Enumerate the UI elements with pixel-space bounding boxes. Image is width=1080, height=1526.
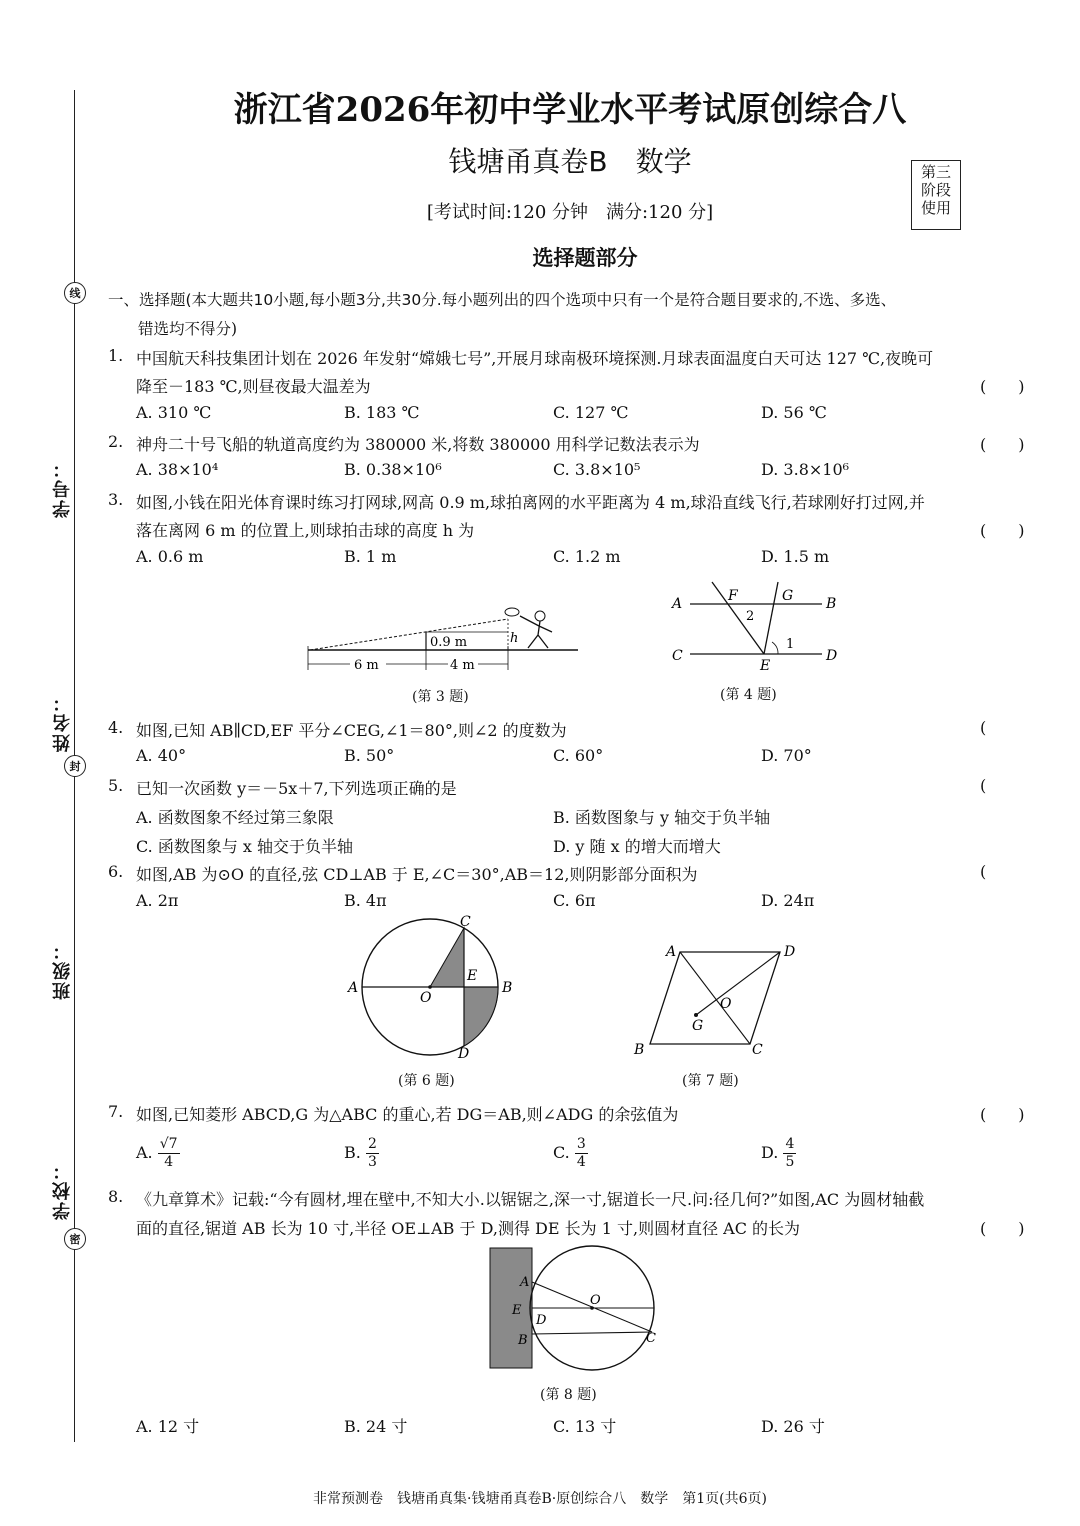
q8-option-a: A. 12 寸 [136,1417,200,1436]
q8-option-b: B. 24 寸 [344,1417,408,1436]
fig3-h-label: h [510,631,519,646]
q6-option-b: B. 4π [344,891,387,910]
q4-option-b: B. 50° [344,746,395,765]
q3-option-c: C. 1.2 m [553,547,621,566]
q6-option-c: C. 6π [553,891,596,910]
q8-option-d: D. 26 寸 [761,1417,825,1436]
q3-option-b: B. 1 m [344,547,397,566]
q2-option-b: B. 0.38×10⁶ [344,460,442,479]
q1-option-a: A. 310 ℃ [136,403,212,422]
instructions-line-2: 错选均不得分) [138,320,238,338]
q1-answer-bracket: ( ) [980,377,1025,396]
seal-secret: 密 [64,1228,86,1250]
fig7-D: D [784,944,796,960]
fig7-O: O [720,996,732,1012]
figure-7-caption: (第 7 题) [682,1073,739,1089]
q4-option-d: D. 70° [761,746,812,765]
q3-option-d: D. 1.5 m [761,547,830,566]
fig6-O: O [420,990,432,1006]
fig8-O: O [590,1293,601,1308]
figure-3-caption: (第 3 题) [412,689,469,705]
q7-option-a: A. $\frac{√7}{4}$ [136,1136,178,1170]
q5-option-c: C. 函数图象与 x 轴交于负半轴 [136,837,354,856]
exam-meta: [考试时间:120 分钟 满分:120 分] [426,202,714,223]
q3-answer-bracket: ( ) [980,521,1025,540]
class-label: 班级： [52,940,73,1000]
q6-answer-bracket: ( [980,862,987,881]
fig4-F: F [728,588,738,604]
q7-answer-bracket: ( ) [980,1105,1025,1124]
q2-option-a: A. 38×10⁴ [136,460,219,479]
fig7-G: G [692,1018,704,1034]
q1-option-c: C. 127 ℃ [553,403,629,422]
fig4-D: D [826,648,838,664]
q1-option-b: B. 183 ℃ [344,403,420,422]
q8-text-2: 面的直径,锯道 AB 长为 10 寸,半径 OE⊥AB 于 D,测得 DE 长为 1 寸,则圆材直径 AC 的长为 [136,1219,801,1238]
stage-badge: 第三 阶段 使用 [911,160,961,230]
q8-answer-bracket: ( ) [980,1219,1025,1238]
q8-option-c: C. 13 寸 [553,1417,617,1436]
q2-answer-bracket: ( ) [980,435,1025,454]
fig4-G: G [782,588,794,604]
q1-option-d: D. 56 ℃ [761,403,827,422]
fig4-angle-1: 1 [786,637,795,652]
fig6-C: C [460,914,471,930]
q4-text-1: 如图,已知 AB∥CD,EF 平分∠CEG,∠1＝80°,则∠2 的度数为 [136,721,567,740]
student-id-label: 学号： [52,458,73,518]
q5-option-a: A. 函数图象不经过第三象限 [136,808,334,827]
fig3-right-label: 4 m [450,658,475,673]
q4-option-a: A. 40° [136,746,187,765]
fig7-C: C [752,1042,763,1058]
fig8-D: D [536,1313,547,1328]
fig6-B: B [502,980,513,996]
q2-text-1: 神舟二十号飞船的轨道高度约为 380000 米,将数 380000 用科学记数法表示为 [136,435,700,454]
fig4-angle-2: 2 [746,609,755,624]
fig8-C: C [646,1331,656,1346]
q6-number: 6. [108,862,124,881]
figure-7 [630,938,810,1060]
q5-text-1: 已知一次函数 y＝－5x＋7,下列选项正确的是 [136,779,457,798]
q4-answer-bracket: ( [980,718,987,737]
fig4-A: A [672,596,683,612]
q1-text-1: 中国航天科技集团计划在 2026 年发射“嫦娥七号”,开展月球南极环境探测.月球表面温度白天可达 127 ℃,夜晚可 [136,349,934,368]
fig7-A: A [666,944,677,960]
q7-option-d: D. $\frac{4}{5}$ [761,1136,795,1170]
fig4-C: C [672,648,683,664]
q3-text-1: 如图,小钱在阳光体育课时练习打网球,网高 0.9 m,球拍离网的水平距离为 4 m,球沿直线飞行,若球刚好打过网,并 [136,493,925,512]
q8-text-1: 《九章算术》记载:“今有圆材,埋在壁中,不知大小.以锯锯之,深一寸,锯道长一尺.问:径几何?”如图,AC 为圆材轴截 [136,1190,925,1209]
q2-number: 2. [108,432,124,451]
q5-option-b: B. 函数图象与 y 轴交于负半轴 [553,808,771,827]
q7-option-b: B. $\frac{2}{3}$ [344,1136,377,1170]
page-title: 浙江省2026年初中学业水平考试原创综合八 [233,90,907,130]
figure-8-caption: (第 8 题) [540,1387,597,1403]
school-label: 学校： [52,1160,73,1220]
q7-text-1: 如图,已知菱形 ABCD,G 为△ABC 的重心,若 DG＝AB,则∠ADG 的余弦值为 [136,1105,679,1124]
instructions-line-1: 一、选择题(本大题共10小题,每小题3分,共30分.每小题列出的四个选项中只有一个是符合题目要求的,不选、多选、 [108,291,897,309]
fig4-E: E [760,658,771,674]
fig3-net-label: 0.9 m [430,635,468,650]
q3-option-a: A. 0.6 m [136,547,204,566]
q7-number: 7. [108,1102,124,1121]
q7-option-c: C. $\frac{3}{4}$ [553,1136,586,1170]
q4-number: 4. [108,718,124,737]
fig8-E: E [512,1303,522,1318]
q3-number: 3. [108,490,124,509]
fig8-A: A [520,1275,530,1290]
fig6-E: E [467,968,478,984]
figure-4 [660,580,850,680]
name-label: 姓名： [52,692,73,752]
seal-seal: 封 [64,755,86,777]
q5-option-d: D. y 随 x 的增大而增大 [553,837,721,856]
figure-6 [340,912,520,1062]
fig6-A: A [348,980,359,996]
q5-number: 5. [108,776,124,795]
figure-4-caption: (第 4 题) [720,687,777,703]
figure-6-caption: (第 6 题) [398,1073,455,1089]
fig3-left-label: 6 m [354,658,379,673]
q6-text-1: 如图,AB 为⊙O 的直径,弦 CD⊥AB 于 E,∠C＝30°,AB＝12,则阴影部分面积为 [136,865,698,884]
q4-option-c: C. 60° [553,746,604,765]
figure-3 [300,602,590,682]
seal-line: 线 [64,282,86,304]
q2-option-c: C. 3.8×10⁵ [553,460,641,479]
q1-number: 1. [108,346,124,365]
page-footer: 非常预测卷 钱塘甬真集·钱塘甬真卷B·原创综合八 数学 第1页(共6页) [313,1491,767,1507]
q1-text-2: 降至－183 ℃,则昼夜最大温差为 [136,377,371,396]
fig7-B: B [634,1042,645,1058]
q6-option-d: D. 24π [761,891,815,910]
q6-option-a: A. 2π [136,891,179,910]
page-subtitle: 钱塘甬真卷B 数学 [448,145,692,178]
q3-text-2: 落在离网 6 m 的位置上,则球拍击球的高度 h 为 [136,521,475,540]
fig4-B: B [826,596,837,612]
q2-option-d: D. 3.8×10⁶ [761,460,850,479]
section-title: 选择题部分 [532,246,638,270]
q5-answer-bracket: ( [980,776,987,795]
figure-8 [486,1244,676,1374]
q8-number: 8. [108,1187,124,1206]
fig6-D: D [458,1046,470,1062]
fig8-B: B [518,1333,528,1348]
